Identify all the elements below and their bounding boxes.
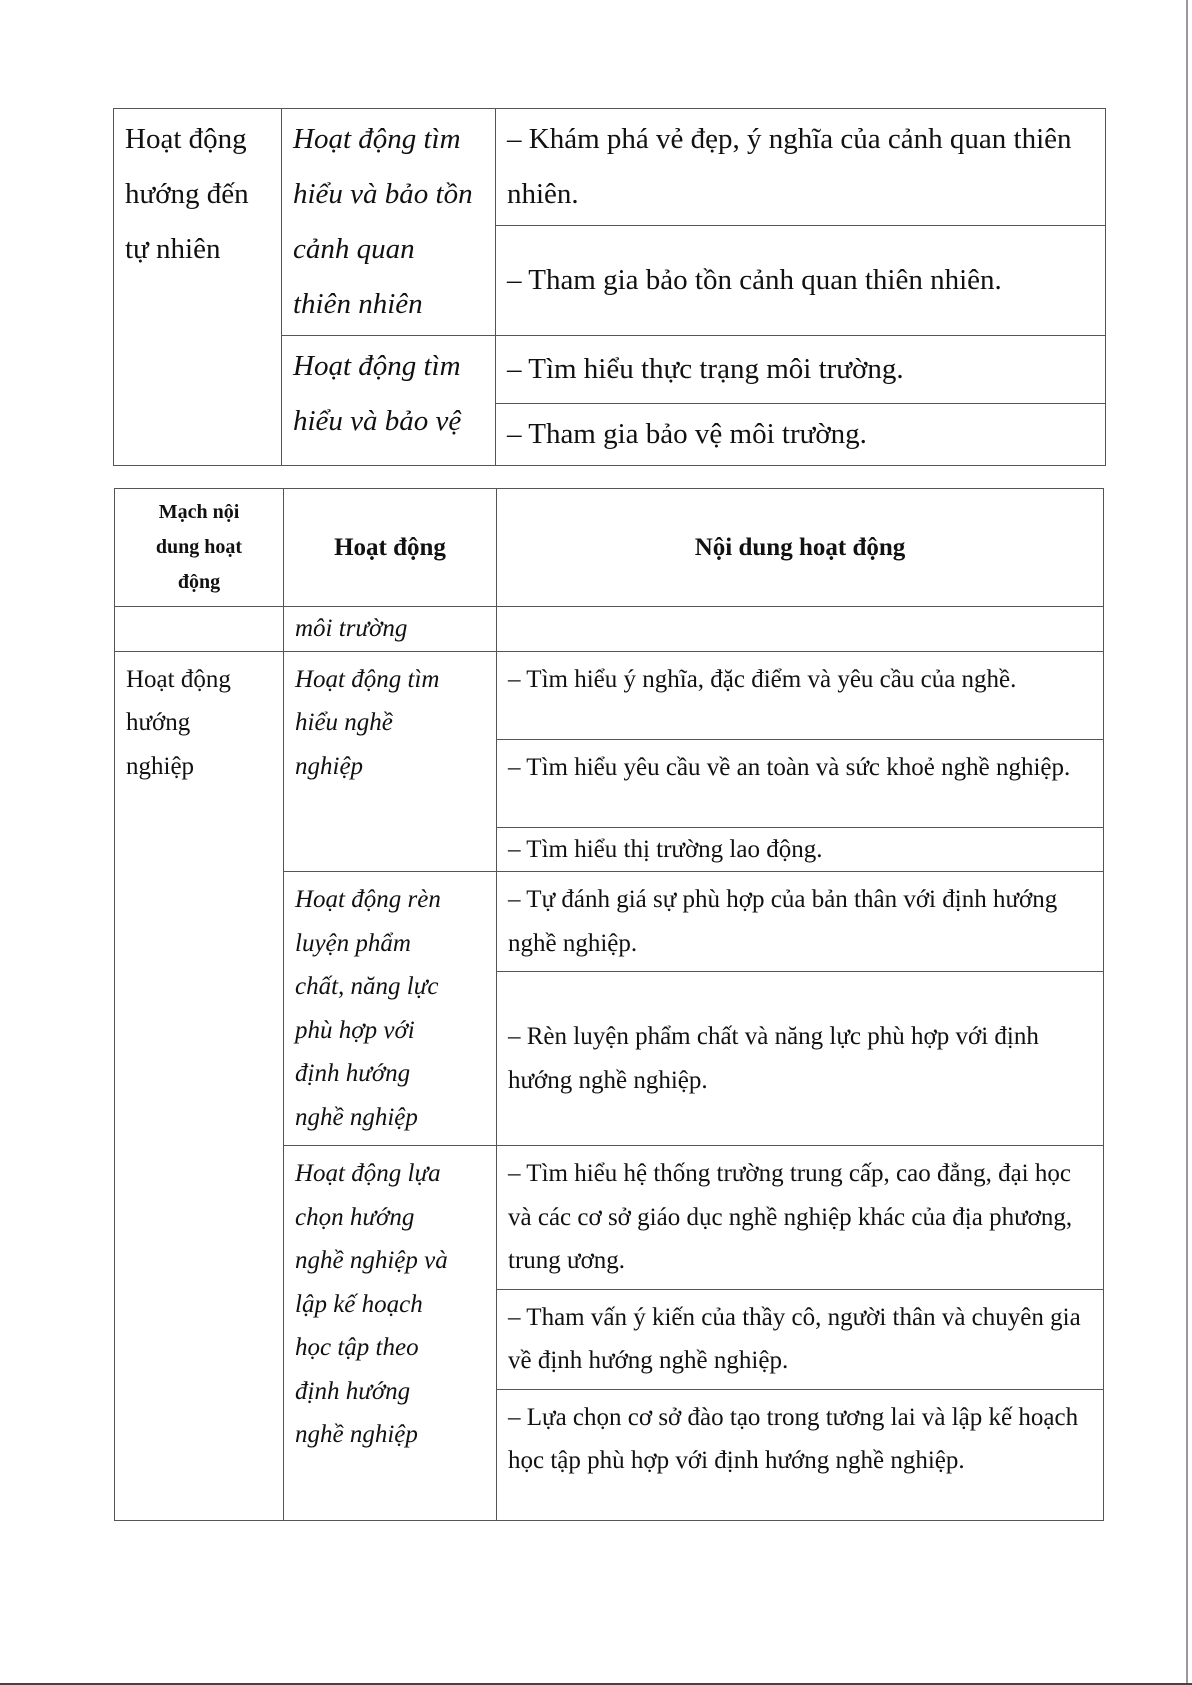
continuation-blank (115, 607, 284, 652)
activity-career-choice: Hoạt động lựa chọn hướng nghề nghiệp và lập kế hoạch học tập theo định hướng nghề nghiệp (284, 1146, 497, 1521)
scan-edge-right (1186, 0, 1188, 1685)
content-career-meaning: – Tìm hiểu ý nghĩa, đặc điểm và yêu cầu của nghề. (497, 651, 1104, 739)
header-content-strand: Mạch nội dung hoạt động (115, 489, 284, 607)
section-nature: Hoạt động hướng đến tự nhiên (114, 109, 282, 466)
content-protect-environment: – Tham gia bảo vệ môi trường. (496, 404, 1106, 466)
content-skill-training: – Rèn luyện phẩm chất và năng lực phù hợp với định hướng nghề nghiệp. (497, 972, 1104, 1146)
table-main (114, 488, 1104, 1521)
content-study-plan: – Lựa chọn cơ sở đào tạo trong tương lai và lập kế hoạch học tập phù hợp với định hướng nghề nghiệp. (497, 1389, 1104, 1520)
content-explore-landscape: – Khám phá vẻ đẹp, ý nghĩa của cảnh quan thiên nhiên. (496, 109, 1106, 226)
content-preserve-landscape: – Tham gia bảo tồn cảnh quan thiên nhiên. (496, 226, 1106, 336)
activity-skill-training: Hoạt động rèn luyện phẩm chất, năng lực phù hợp với định hướng nghề nghiệp (284, 872, 497, 1146)
header-activity: Hoạt động (284, 489, 497, 607)
content-self-assessment: – Tự đánh giá sự phù hợp của bản thân với định hướng nghề nghiệp. (497, 872, 1104, 972)
activity-protect-environment: Hoạt động tìm hiểu và bảo vệ (282, 336, 496, 466)
content-career-safety: – Tìm hiểu yêu cầu về an toàn và sức khoẻ nghề nghiệp. (497, 739, 1104, 827)
continuation-blank-content (497, 607, 1104, 652)
content-labor-market: – Tìm hiểu thị trường lao động. (497, 827, 1104, 872)
content-school-system: – Tìm hiểu hệ thống trường trung cấp, cao đẳng, đại học và các cơ sở giáo dục nghề nghiệp khác của địa phương, trung ương. (497, 1146, 1104, 1290)
header-activity-content: Nội dung hoạt động (497, 489, 1104, 607)
activity-preserve-landscape: Hoạt động tìm hiểu và bảo tồn cảnh quan thiên nhiên (282, 109, 496, 336)
content-consult: – Tham vấn ý kiến của thầy cô, người thân và chuyên gia về định hướng nghề nghiệp. (497, 1289, 1104, 1389)
section-career: Hoạt động hướng nghiệp (115, 651, 284, 1520)
activity-career-research: Hoạt động tìm hiểu nghề nghiệp (284, 651, 497, 872)
content-environment-status: – Tìm hiểu thực trạng môi trường. (496, 336, 1106, 404)
table-top (113, 108, 1106, 466)
continuation-environment: môi trường (284, 607, 497, 652)
